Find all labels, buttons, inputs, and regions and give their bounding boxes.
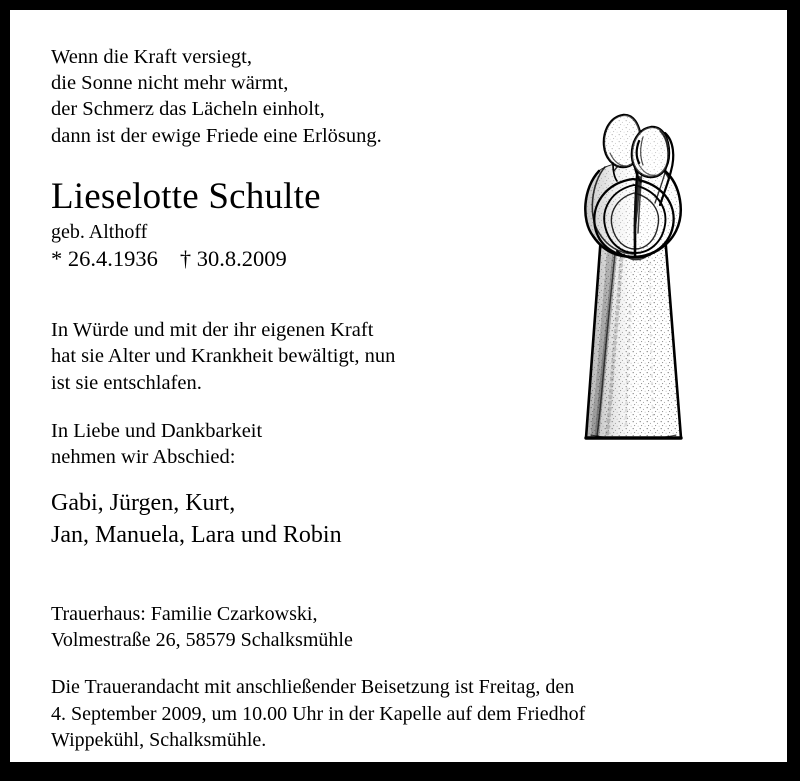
deceased-maiden-name: geb. Althoff	[51, 221, 148, 243]
eulogy-text	[51, 317, 395, 396]
eulogy-line-3: ist sie entschlafen.	[51, 371, 202, 394]
death-date: 30.8.2009	[196, 246, 287, 271]
death-symbol: †	[179, 246, 192, 271]
birth-date: 26.4.1936	[67, 246, 158, 271]
eulogy-line-1: In Würde und mit der ihr eigenen Kraft	[51, 319, 374, 341]
funeral-service-info	[51, 674, 585, 754]
mourning-house-address	[51, 602, 353, 653]
poem-line-3: der Schmerz das Lächeln einholt,	[51, 98, 325, 121]
birth-symbol: *	[51, 246, 63, 271]
embracing-couple-sculpture-icon	[555, 105, 715, 460]
deceased-name: Lieselotte Schulte	[51, 176, 321, 217]
survivors-line-2: Jan, Manuela, Lara und Robin	[51, 521, 342, 548]
service-info-line-2: 4. September 2009, um 10.00 Uhr in der Kapelle auf dem Friedhof	[51, 702, 586, 725]
memorial-poem	[51, 44, 382, 149]
survivors-line-1: Gabi, Jürgen, Kurt,	[51, 490, 236, 516]
farewell-text	[51, 418, 262, 471]
survivors-list	[51, 488, 342, 551]
mourning-house-line-2: Volmestraße 26, 58579 Schalksmühle	[51, 628, 353, 651]
farewell-line-1: In Liebe und Dankbarkeit	[51, 420, 263, 442]
eulogy-line-2: hat sie Alter und Krankheit bewältigt, nun	[51, 345, 396, 368]
obituary-text-column	[51, 10, 586, 762]
service-info-line-1: Die Trauerandacht mit anschließender Beisetzung ist Freitag, den	[51, 676, 575, 698]
poem-line-2: die Sonne nicht mehr wärmt,	[51, 72, 289, 95]
obituary-card	[10, 10, 787, 762]
poem-line-1: Wenn die Kraft versiegt,	[51, 46, 252, 68]
mourning-house-line-1: Trauerhaus: Familie Czarkowski,	[51, 603, 318, 625]
service-info-line-3: Wippekühl, Schalksmühle.	[51, 729, 267, 751]
farewell-line-2: nehmen wir Abschied:	[51, 446, 236, 469]
poem-line-4: dann ist der ewige Friede eine Erlösung.	[51, 124, 382, 147]
life-dates	[51, 246, 287, 272]
